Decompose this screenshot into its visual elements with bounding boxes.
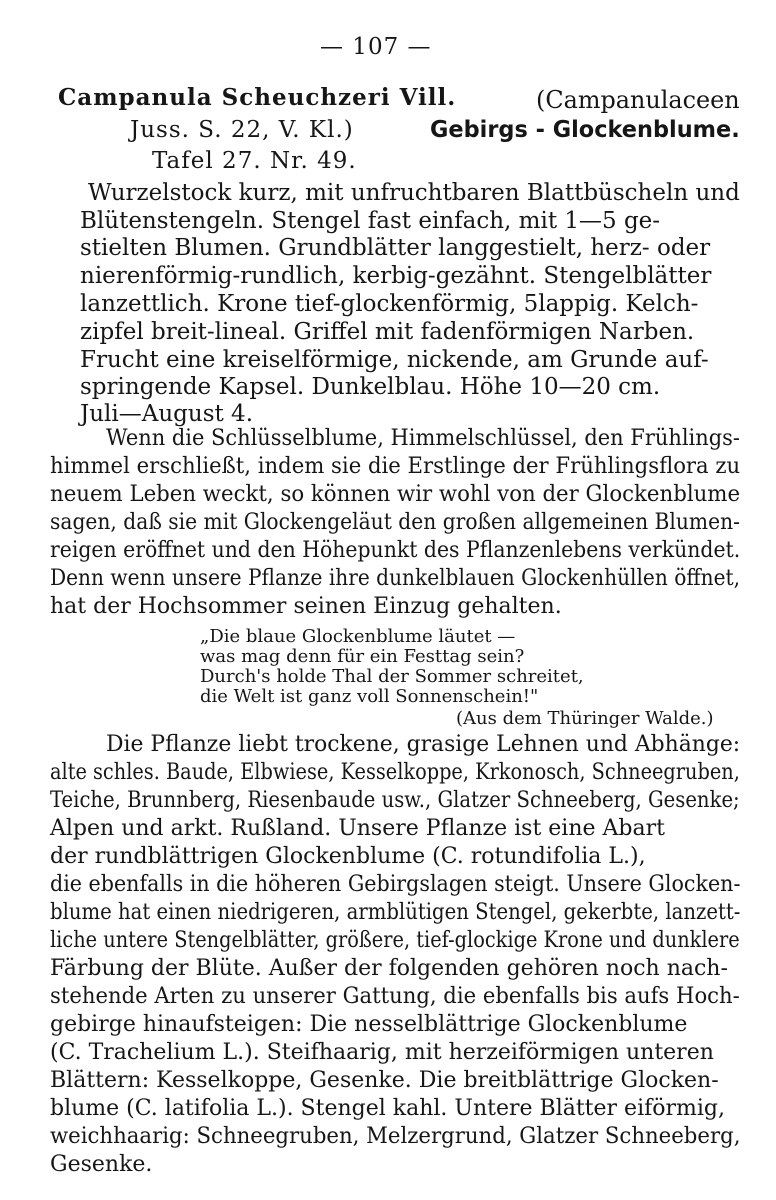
- poem-line: was mag denn für ein Festtag sein?: [200, 646, 525, 667]
- paragraph-line: Blättern: Kesselkoppe, Gesenke. Die breitblättrige Glocken-: [50, 1068, 719, 1093]
- description-line: springende Kapsel. Dunkelblau. Höhe 10—20 cm.: [80, 374, 661, 400]
- description-line: Juli—August 4.: [80, 401, 254, 427]
- paragraph-line: liche untere Stengelblätter, größere, tief-glockige Krone und dunklere: [50, 928, 740, 953]
- paragraph-line: hat der Hochsommer seinen Einzug gehalten.: [50, 594, 562, 619]
- paragraph-line: Teiche, Brunnberg, Riesenbaude usw., Glatzer Schneeberg, Gesenke;: [50, 788, 740, 813]
- paragraph-line: Denn wenn unsere Pflanze ihre dunkelblauen Glockenhüllen öffnet,: [50, 566, 741, 591]
- description-line: Blütenstengeln. Stengel fast einfach, mit 1—5 ge-: [80, 208, 661, 234]
- paragraph-line: blume hat einen niedrigeren, armblütigen Stengel, gekerbte, lanzett-: [50, 900, 741, 925]
- description-line: lanzettlich. Krone tief-glockenförmig, 5lappig. Kelch-: [80, 291, 699, 317]
- paragraph-line: Färbung der Blüte. Außer der folgenden gehören noch nach-: [50, 956, 728, 981]
- paragraph-line: sagen, daß sie mit Glockengeläut den großen allgemeinen Blumen-: [50, 510, 740, 535]
- paragraph-line: weichhaarig: Schneegruben, Melzergrund, Glatzer Schneeberg,: [50, 1124, 741, 1149]
- paragraph-line: reigen eröffnet und den Höhepunkt des Pflanzenlebens verkündet.: [50, 538, 741, 563]
- paragraph-line: Wenn die Schlüsselblume, Himmelschlüssel, den Frühlings-: [106, 426, 740, 451]
- taxonomy-reference: Juss. S. 22, V. Kl.): [130, 117, 354, 143]
- description-line: stielten Blumen. Grundblätter langgestielt, herz- oder: [80, 235, 711, 261]
- paragraph-line: der rundblättrigen Glockenblume (C. rotundifolia L.),: [50, 844, 646, 869]
- paragraph-line: neuem Leben weckt, so können wir wohl von der Glockenblume: [50, 482, 741, 507]
- paragraph-line: Alpen und arkt. Rußland. Unsere Pflanze ist eine Abart: [50, 816, 665, 841]
- poem-line: Durch's holde Thal der Sommer schreitet,: [200, 666, 584, 687]
- common-name: Gebirgs - Glockenblume.: [430, 117, 740, 143]
- description-line: nierenförmig-rundlich, kerbig-gezähnt. Stengelblätter: [80, 263, 712, 289]
- plate-reference: Tafel 27. Nr. 49.: [152, 148, 357, 174]
- paragraph-line: Die Pflanze liebt trockene, grasige Lehnen und Abhänge:: [106, 732, 741, 757]
- paragraph-line: stehende Arten zu unserer Gattung, die ebenfalls bis aufs Hoch-: [50, 984, 740, 1009]
- species-name: Campanula Scheuchzeri Vill.: [58, 84, 457, 111]
- page-number: — 107 —: [320, 34, 432, 60]
- paragraph-line: alte schles. Baude, Elbwiese, Kesselkoppe, Krkonosch, Schneegruben,: [50, 760, 740, 785]
- description-line: Wurzelstock kurz, mit unfruchtbaren Blattbüscheln und: [88, 180, 740, 206]
- paragraph-line: gebirge hinaufsteigen: Die nesselblättrige Glockenblume: [50, 1012, 688, 1037]
- family-name: (Campanulaceen: [536, 86, 740, 114]
- paragraph-line: Gesenke.: [50, 1152, 153, 1177]
- poem-source: (Aus dem Thüringer Walde.): [456, 708, 714, 729]
- paragraph-line: (C. Trachelium L.). Steifhaarig, mit herzeiförmigen unteren: [50, 1040, 714, 1065]
- paragraph-line: die ebenfalls in die höheren Gebirgslagen steigt. Unsere Glocken-: [50, 872, 741, 897]
- paragraph-line: himmel erschließt, indem sie die Erstlinge der Frühlingsflora zu: [50, 454, 741, 479]
- description-line: Frucht eine kreiselförmige, nickende, am Grunde auf-: [80, 347, 709, 373]
- description-line: zipfel breit-lineal. Griffel mit fadenförmigen Narben.: [80, 319, 695, 345]
- poem-line: „Die blaue Glockenblume läutet —: [200, 626, 516, 647]
- paragraph-line: blume (C. latifolia L.). Stengel kahl. Untere Blätter eiförmig,: [50, 1096, 725, 1121]
- poem-line: die Welt ist ganz voll Sonnenschein!": [200, 686, 539, 707]
